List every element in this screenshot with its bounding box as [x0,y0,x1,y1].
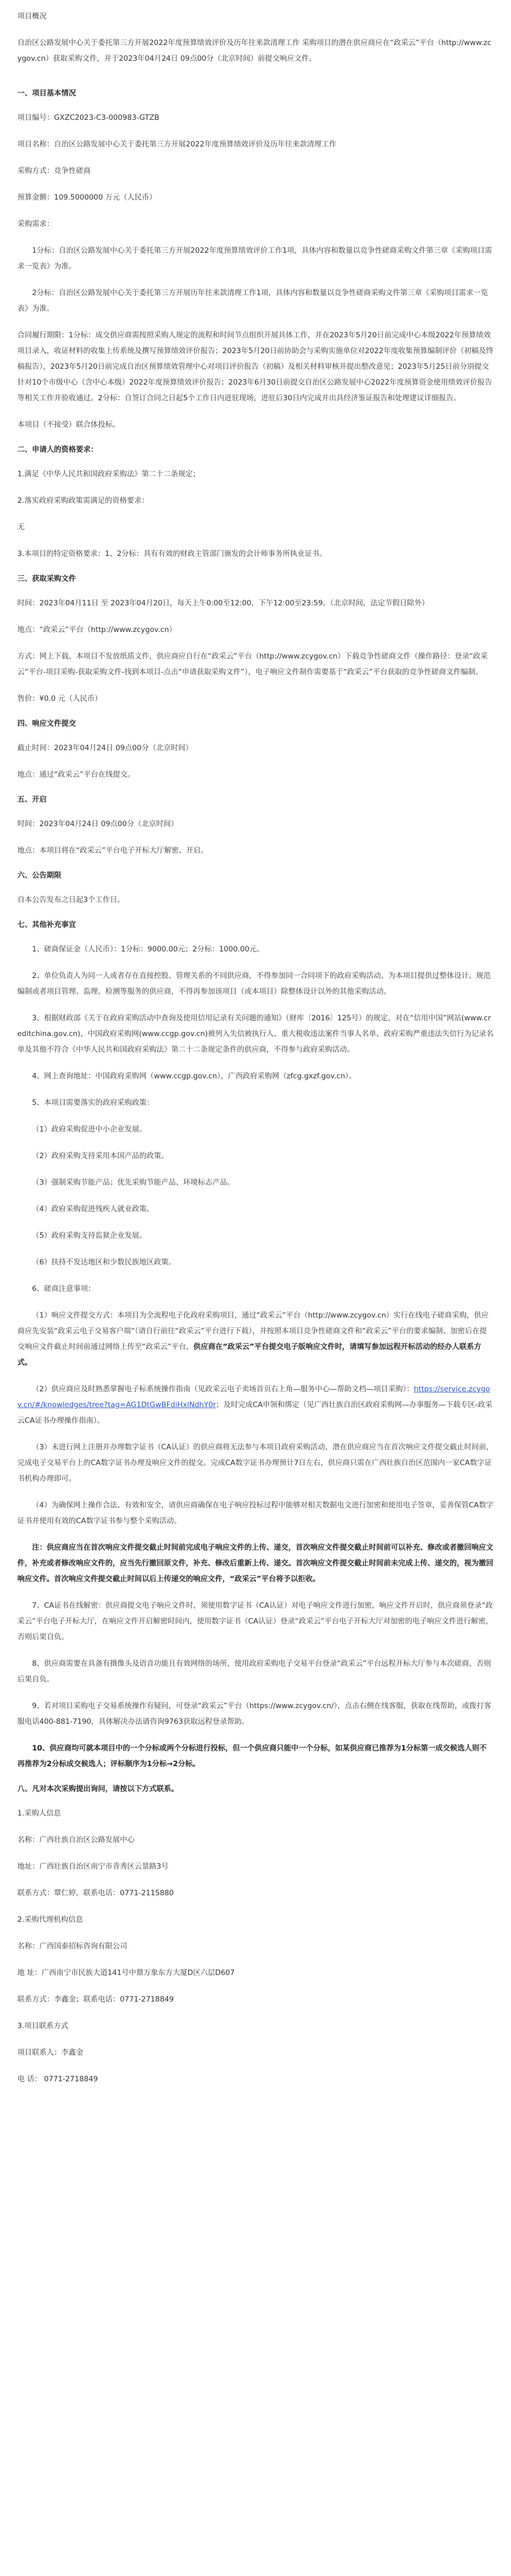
intro-label: 项目概况 [17,12,47,21]
requirement-none: 无 [17,523,25,532]
lot-rule-note: 10、供应商均可就本项目中的一个分标或两个分标进行投标，但一个供应商只能中一个分标，如某供应商已推荐为1分标第一成交候选人则不再推荐为2分标成交候选人；评标顺序为1分标→2分标。 [17,1744,487,1768]
policy-item: （6）扶持不发达地区和少数民族地区政策。 [32,1258,176,1267]
obtain-time: 时间：2023年04月11日 至 2023年04月20日，每天上午0:00至12:00，下午12:00至23:59。（北京时间，法定节假日除外） [17,599,429,608]
deposit-info: 1、磋商保证金（人民币）：1分标：9000.00元；2分标：1000.00元。 [32,945,264,954]
purchaser-address: 地址：广西壮族自治区南宁市青秀区云景路3号 [17,1862,169,1871]
system-guide-text-2: ；及时完成CA申领和绑定（见广西壮族自治区政府采购网—办事服务—下载专区-政采云CA证书办理操作指南）。 [17,1401,493,1425]
submit-deadline: 截止时间：2023年04月24日 09点00分（北京时间） [17,744,193,752]
purchaser-info-heading: 1.采购人信息 [17,1809,61,1818]
requirement-3: 3.本项目的特定资格要求：1、2分标：具有有效的财政主管部门颁发的会计师事务所执业证书。 [17,549,327,558]
ca-security-note: （4）为确保网上操作合法、有效和安全，请供应商确保在电子响应投标过程中能够对相关数据电文进行加密和使用电子签章，妥善保管CA数字证书并使用有效的CA数字证书参与整个采购活动。 [17,1501,494,1525]
system-guide-note [17,1382,494,1429]
section-7-title: 七、其他补充事宜 [17,921,76,929]
project-number: 项目编号：GXZC2023-C3-000983-GTZB [17,113,159,122]
contract-period: 合同履行期限：1分标：成交供应商需按照采购人规定的流程和时间节点组织开展具体工作，并在2023年5月20日前完成中心本级2022年预算绩效项目录入，收证材料的收集上传系统及撰写预算绩效评价报告；2023年5月20日前协助会与采购实施单位对2022年度收集预算编制评价（初稿及终稿报告），2023年5月20日前完成自治区预算绩效管理中心对项目评价报告（初稿）及相关材料审核并提出整改意见；2023年5月25日前分别提交针对10个市级中心（含中心本级）2022年度预算绩效评价报告；2023年6月30日前提交自治区公路发展中心2022年度预算资金使用绩效评价报告等相关工作并验收通过。2分标：自签订合同之日起5个工作日内进驻现场，进驻后30日内完成并出具经济鉴证报告和处理建议详细报告。 [17,331,494,402]
agency-info-heading: 2.采购代理机构信息 [17,1915,83,1924]
policy-item: （2）政府采购支持采用本国产品的政策。 [32,1152,169,1160]
joint-bid-note: 本项目（不接受）联合体投标。 [17,420,120,429]
negotiation-notes-heading: 6、磋商注意事项： [32,1284,95,1293]
opening-time: 时间：2023年04月24日 09点00分（北京时间） [17,820,178,828]
project-name: 项目名称：自治区公路发展中心关于委托第三方开展2022年度预算绩效评价及历年往来款清理工作 [17,140,336,149]
section-3-title: 三、获取采购文件 [17,574,76,583]
support-contact-note: 9、若对项目采购电子交易系统操作有疑问，可登录“政采云”平台（https://www.zcygov.cn/），点击右侧在线客服，获取在线帮助，或拨打客服电话400-881-7190，具体解决办法请咨询9763获取远程登录帮助。 [17,1702,491,1726]
obtain-way: 方式：网上下载。本项目不发放纸质文件，供应商应自行在“政采云”平台（http://www.zcygov.cn）下载竞争性磋商文件（操作路径：登录“政采云”平台-项目采购-获取采购文件-找到本项目-点击“申请获取采购文件”），电子响应文件制作需要基于“政采云”平台获取的竞争性磋商文件编制。 [17,652,488,676]
demand-lot-1: 1分标：自治区公路发展中心关于委托第三方开展2022年度预算绩效评价工作1项，具体内容和数量以竞争性磋商采购文件第三章《采购项目需求一览表》为准。 [17,246,493,271]
policy-item: （3）强制采购节能产品；优先采购节能产品、环境标志产品。 [32,1178,235,1187]
important-notice: 注：供应商应当在首次响应文件提交截止时间前完成电子响应文件的上传、递交，首次响应文件提交截止时间前可以补充、修改或者撤回响应文件，补充或者修改响应文件的，应当先行撤回原文件，补充、修改后重新上传、递交。首次响应文件提交截止时间前未完成上传、递交的，视为撤回响应文件。首次响应文件提交截止时间以后上传递交的响应文件，“政采云”平台将予以拒收。 [17,1543,494,1583]
policy-heading: 5、本项目需要落实的政府采购政策： [32,1098,154,1107]
policy-item: （1）政府采购促进中小企业发展。 [32,1125,147,1134]
project-contact-phone: 电 话： 0771-2718849 [17,2075,98,2083]
remote-venue-note: 8、供应商需要在具备有摄像头及语音功能且有效网络的场所，使用政府采购电子交易平台登录“政采云”平台远程开标大厅参与本次磋商，否则后果自负。 [17,1659,491,1684]
ca-decrypt-note: 7、CA证书在线解密：供应商提交电子响应文件时，须使用数字证书（CA认证）对电子响应文件进行加密，响应文件开启时，供应商须登录“政采云”平台电子开标大厅，在响应文件开启解密时间内，使用数字证书（CA认证）登录“政采云”平台电子开标大厅对加密的电子响应文件进行解密，否则后果自负。 [17,1601,493,1641]
policy-item: （5）政府采购支持监狱企业发展。 [32,1231,147,1240]
obtain-place: 地点：“政采云”平台（http://www.zcygov.cn） [17,625,177,634]
project-contact-person: 项目联系人：李鑫金 [17,2048,84,2057]
purchaser-name: 名称：广西壮族自治区公路发展中心 [17,1836,135,1844]
section-8-title: 八、凡对本次采购提出询问，请按以下方式联系。 [17,1785,178,1793]
purchaser-contact: 联系方式：覃仁婷，联系电话：0771-2115880 [17,1889,174,1897]
section-4-title: 四、响应文件提交 [17,719,76,728]
section-2-title: 二、申请人的资格要求： [17,445,98,454]
agency-address: 地 址：广西南宁市民族大道141号中鼎万象东方大厦D区六层D607 [17,1968,235,1977]
submission-method-emphasis: 供应商在“政采云”平台提交电子版响应文件时，请填写参加远程开标活动的经办人联系方式。 [17,1343,482,1367]
ca-registration-note: （3）未进行网上注册并办理数字证书（CA认证）的供应商将无法参与本项目政府采购活动，潜在供应商应当在首次响应文件提交截止时间前，完成电子交易平台上的CA数字证书办理及响应文件的提交。完成CA数字证书办理预计7日左右，供应商只需在广西壮族自治区范围内一家CA数字证书机构办理即可。 [17,1443,494,1483]
document-price: 售价：¥0.0 元（人民币） [17,694,102,703]
section-5-title: 五、开启 [17,795,47,804]
procurement-method: 采购方式：竞争性磋商 [17,167,91,175]
agency-contact: 联系方式：李鑫金；联系电话：0771-2718849 [17,1995,174,2004]
announcement-period: 自本公告发布之日起3个工作日。 [17,896,125,904]
section-1-title: 一、项目基本情况 [17,89,76,98]
section-6-title: 六、公告期限 [17,871,61,880]
submission-method-text: （1）响应文件提交方式：本项目为全流程电子化政府采购项目，通过“政采云”平台（http://www.zcygov.cn）实行在线电子磋商采购，供应商应先安装“政采云电子交易客户端”（请自行前往“政采云”平台进行下载），并按照本项目竞争性磋商文件和“政采云”平台的要求编制、加密后在提交响应文件截止时间前通过网络上传至“政采云”平台， [17,1311,489,1351]
help-docs-link[interactable]: https://service.zcygov.cn/#/knowledges/tree?tag=AG1DtGwBFdiHxlNdhY0r [17,1385,490,1409]
demand-label: 采购需求： [17,220,54,228]
project-contact-heading: 3.项目联系方式 [17,2022,68,2030]
conflict-rule: 2、单位负责人为同一人或者存在直接控股、管理关系的不同供应商，不得参加同一合同项下的政府采购活动。为本项目提供过整体设计、规范编制或者项目管理、监理、检测等服务的供应商，不得再参加该项目（或本项目）除整体设计以外的其他采购活动。 [17,971,491,996]
intro-text: 自治区公路发展中心关于委托第三方开展2022年度预算绩效评价及历年往来款清理工作 采购项目的潜在供应商应在“政采云”平台（http://www.zcygov.cn）获取采购文件，并于2023年04月24日 09点00分（北京时间）前提交响应文件。 [17,39,491,63]
agency-name: 名称：广西国泰招标咨询有限公司 [17,1942,127,1951]
budget-amount: 预算金额：109.5000000 万元（人民币） [17,193,157,202]
policy-item: （4）政府采购促进残疾人就业政策。 [32,1205,154,1213]
demand-lot-2: 2分标：自治区公路发展中心关于委托第三方开展历年往来款清理工作1项，具体内容和数量以竞争性磋商采购文件第三章《采购项目需求一览表》为准。 [17,289,488,313]
submit-place: 地点：通过“政采云”平台在线提交。 [17,770,135,779]
submission-method-note [17,1308,494,1371]
system-guide-text: （2）供应商应及时熟悉掌握电子标系统操作指南（见政采云电子卖场首页右上角—服务中心—帮助文档—项目采购）： [32,1385,414,1394]
opening-place: 地点：本项目将在“政采云”平台电子开标大厅解密、开启。 [17,846,208,855]
requirement-1: 1.满足《中华人民共和国政府采购法》第二十二条规定； [17,470,200,478]
query-address: 4、网上查询地址：中国政府采购网（www.ccgp.gov.cn），广西政府采购网（zfcg.gxzf.gov.cn）。 [32,1072,356,1081]
credit-record-rule: 3、根据财政部《关于在政府采购活动中查询及使用信用记录有关问题的通知》（财库〔2016〕125号）的规定，对在“信用中国”网站(www.creditchina.gov.cn)、中国政府采购网(www.ccgp.gov.cn)被列入失信被执行人、重大税收违法案件当事人名单、政府采购严重违法失信行为记录名单及其他不符合《中华人民共和国政府采购法》第二十二条规定条件的供应商，不得参与政府采购活动。 [17,1014,494,1054]
requirement-2: 2.落实政府采购政策需满足的资格要求： [17,496,149,505]
